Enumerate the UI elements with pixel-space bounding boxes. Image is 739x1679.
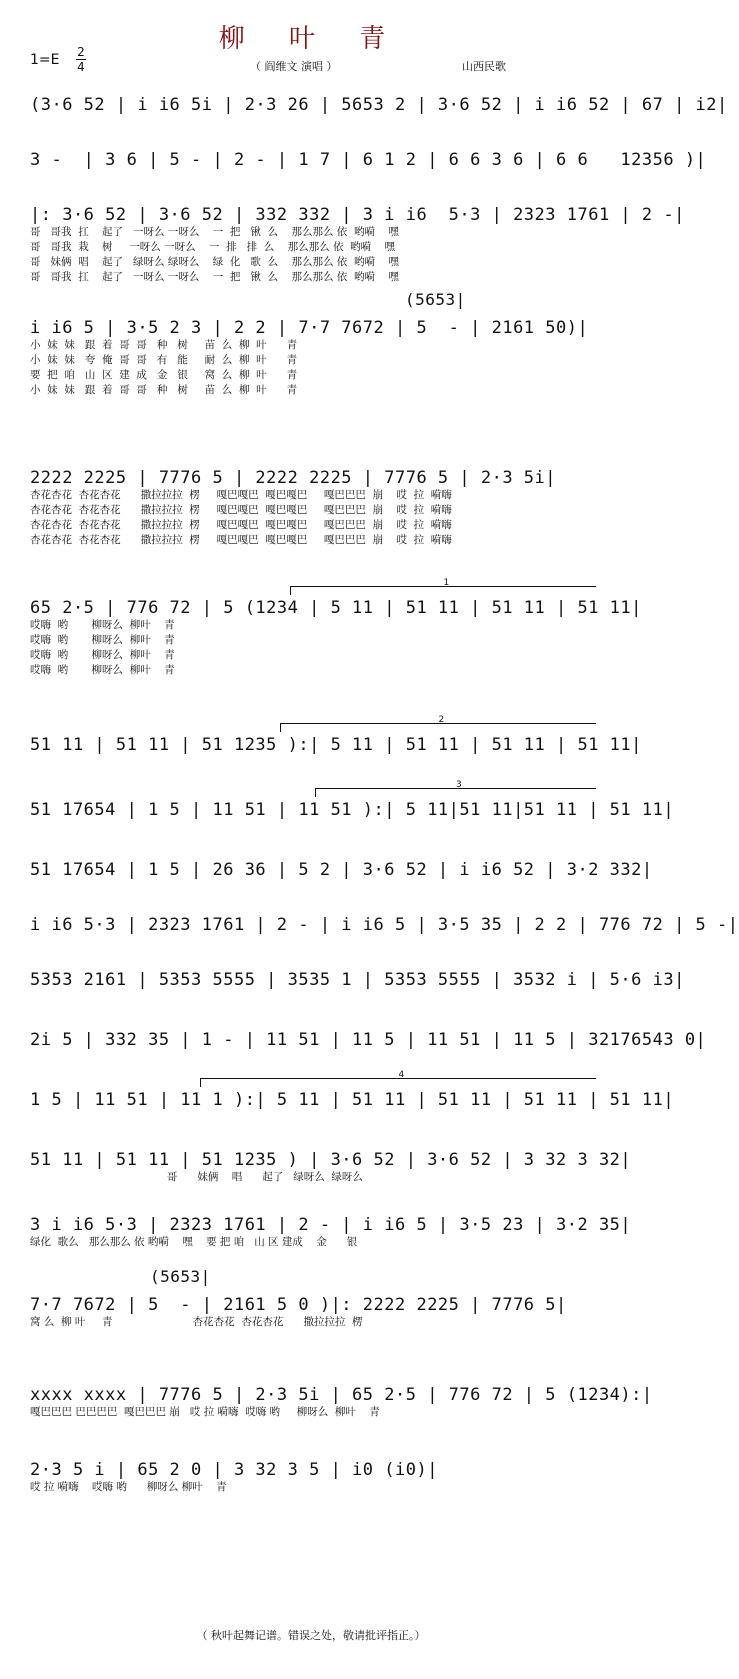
lyric-line: 哎嗨 哟 柳呀么 柳叶 青 <box>30 649 175 661</box>
notation-line: 2·3 5 i | 65 2 0 | 3 32 3 5 | i0 (i0)| <box>30 1460 438 1480</box>
notation-line: 3 i i6 5·3 | 2323 1761 | 2 - | i i6 5 | 3·5 23 | 3·2 35| <box>30 1215 632 1235</box>
notation-line: i i6 5 | 3·5 2 3 | 2 2 | 7·7 7672 | 5 - | 2161 50)| <box>30 318 589 338</box>
score-row <box>30 1070 675 1110</box>
notation-line: 51 11 | 51 11 | 51 1235 ) | 3·6 52 | 3·6 52 | 3 32 3 32| <box>30 1150 632 1170</box>
volta-number: 1 <box>443 578 450 588</box>
lyric-line: 窝 么 柳 叶 青 杏花杏花 杏花杏花 撒拉拉拉 楞 <box>30 1316 363 1328</box>
score-row <box>30 1030 707 1050</box>
lyric-line: 嘎巴巴巴 巴巴巴巴 嘎巴巴巴 崩 哎 拉 嗬嗨 哎嗨 哟 柳呀么 柳叶 青 <box>30 1406 380 1418</box>
meter-top: 2 <box>77 45 85 59</box>
transcriber-note: （ 秋叶起舞记谱。错误之处，敬请批评指正。） <box>196 1629 426 1642</box>
notation-line: 51 17654 | 1 5 | 26 36 | 5 2 | 3·6 52 | i i6 52 | 3·2 332| <box>30 860 653 880</box>
lyric-line: 哎嗨 哟 柳呀么 柳叶 青 <box>30 664 175 676</box>
score-row <box>30 1385 653 1420</box>
prelude-notes: (5653| <box>405 290 466 309</box>
lyric-line: 绿化 歌么 那么那么 依 哟嗬 嘿 要 把 咱 山 区 建成 金 银 <box>30 1236 358 1248</box>
notation-line: 51 17654 | 1 5 | 11 51 | 11 51 ):| 5 11|51 11|51 11 | 51 11| <box>30 800 675 820</box>
lyric-line: 要 把 咱 山 区 建 成 金 银 窝 么 柳 叶 青 <box>30 369 298 381</box>
notation-line: 7·7 7672 | 5 - | 2161 5 0 )|: 2222 2225 | 7776 5| <box>30 1295 567 1315</box>
volta-number: 3 <box>456 780 462 790</box>
score-row <box>30 95 728 115</box>
notation-line: 3 - | 3 6 | 5 - | 2 - | 1 7 | 6 1 2 | 6 6 3 6 | 6 6 12356 )| <box>30 150 707 170</box>
notation-line: (3·6 52 | i i6 5i | 2·3 26 | 5653 2 | 3·6 52 | i i6 52 | 67 | i2| <box>30 95 728 115</box>
song-origin: 山西民歌 <box>462 60 506 73</box>
score-row <box>30 780 675 820</box>
lyric-line: 小 妹 妹 跟 着 哥 哥 种 树 苗 么 柳 叶 青 <box>30 384 298 396</box>
notation-line: 2222 2225 | 7776 5 | 2222 2225 | 7776 5 | 2·3 5i| <box>30 468 557 488</box>
score-row <box>30 468 595 548</box>
notation-line: xxxx xxxx | 7776 5 | 2·3 5i | 65 2·5 | 776 72 | 5 (1234):| <box>30 1385 653 1405</box>
lyric-line: 哥 哥我 扛 起了 一呀么 一呀么 一 把 锹 么 那么那么 依 哟嗬 嘿 <box>30 226 399 238</box>
notation-line: 51 11 | 51 11 | 51 1235 ):| 5 11 | 51 11 | 51 11 | 51 11| <box>30 735 642 755</box>
lyric-line: 哎嗨 哟 柳呀么 柳叶 青 <box>30 634 175 646</box>
notation-line: i i6 5·3 | 2323 1761 | 2 - | i i6 5 | 3·5 35 | 2 2 | 776 72 | 5 -| <box>30 915 739 935</box>
lyric-line: 哥 哥我 扛 起了 一呀么 一呀么 一 把 锹 么 那么那么 依 哟嗬 嘿 <box>30 271 399 283</box>
volta-bracket <box>200 1070 596 1087</box>
notation-line: |: 3·6 52 | 3·6 52 | 332 332 | 3 i i6 5·3 | 2323 1761 | 2 -| <box>30 205 685 225</box>
volta-bracket <box>290 578 596 595</box>
score-row <box>30 205 685 285</box>
performer-credit: （ 阎维文 演唱 ） <box>250 60 338 73</box>
score-row <box>30 1267 595 1330</box>
score-row <box>30 915 739 935</box>
lyric-line: 哎 拉 嗬嗨 哎嗨 哟 柳呀么 柳叶 青 <box>30 1481 227 1493</box>
notation-line: 2i 5 | 332 35 | 1 - | 11 51 | 11 5 | 11 51 | 11 5 | 32176543 0| <box>30 1030 707 1050</box>
score-row <box>30 578 642 678</box>
lyric-line: 哎嗨 哟 柳呀么 柳叶 青 <box>30 619 175 631</box>
volta-number: 4 <box>398 1070 405 1080</box>
prelude-notes: (5653| <box>150 1267 211 1286</box>
lyric-line: 哥 哥我 栽 树 一呀么 一呀么 一 排 排 么 那么那么 依 哟嗬 嘿 <box>30 241 395 253</box>
song-title: 柳 叶 青 <box>218 24 404 54</box>
score-row <box>30 1460 595 1495</box>
lyric-line: 小 妹 妹 夸 俺 哥 哥 有 能 耐 么 柳 叶 青 <box>30 354 298 366</box>
score-row <box>30 715 642 755</box>
score-row <box>30 860 653 880</box>
notation-line: 1 5 | 11 51 | 11 1 ):| 5 11 | 51 11 | 51 11 | 51 11 | 51 11| <box>30 1090 675 1110</box>
volta-number: 2 <box>438 715 445 725</box>
volta-bracket <box>315 780 596 797</box>
score-row <box>30 970 685 990</box>
lyric-line: 哥 妹俩 唱 起了 绿呀么 绿呀么 绿 化 歌 么 那么那么 依 哟嗬 嘿 <box>30 256 399 268</box>
lyric-line: 小 妹 妹 跟 着 哥 哥 种 树 苗 么 柳 叶 青 <box>30 339 298 351</box>
lyric-line: 哥 妹俩 唱 起了 绿呀么 绿呀么 <box>30 1171 363 1183</box>
lyric-line: 杏花杏花 杏花杏花 撒拉拉拉 楞 嘎巴嘎巴 嘎巴嘎巴 嘎巴巴巴 崩 哎 拉 嗬嗨 <box>30 534 452 546</box>
score-row <box>30 290 595 398</box>
notation-line: 65 2·5 | 776 72 | 5 (1234 | 5 11 | 51 11 | 51 11 | 51 11| <box>30 598 642 618</box>
key-signature: 1=E <box>30 52 60 68</box>
score-row <box>30 150 707 170</box>
score-row <box>30 1150 632 1185</box>
volta-bracket <box>280 715 596 732</box>
notation-line: 5353 2161 | 5353 5555 | 3535 1 | 5353 5555 | 3532 i | 5·6 i3| <box>30 970 685 990</box>
lyric-line: 杏花杏花 杏花杏花 撒拉拉拉 楞 嘎巴嘎巴 嘎巴嘎巴 嘎巴巴巴 崩 哎 拉 嗬嗨 <box>30 504 452 516</box>
time-signature <box>76 46 86 73</box>
meter-bottom: 4 <box>77 60 85 74</box>
lyric-line: 杏花杏花 杏花杏花 撒拉拉拉 楞 嘎巴嘎巴 嘎巴嘎巴 嘎巴巴巴 崩 哎 拉 嗬嗨 <box>30 489 452 501</box>
lyric-line: 杏花杏花 杏花杏花 撒拉拉拉 楞 嘎巴嘎巴 嘎巴嘎巴 嘎巴巴巴 崩 哎 拉 嗬嗨 <box>30 519 452 531</box>
score-row <box>30 1215 632 1250</box>
